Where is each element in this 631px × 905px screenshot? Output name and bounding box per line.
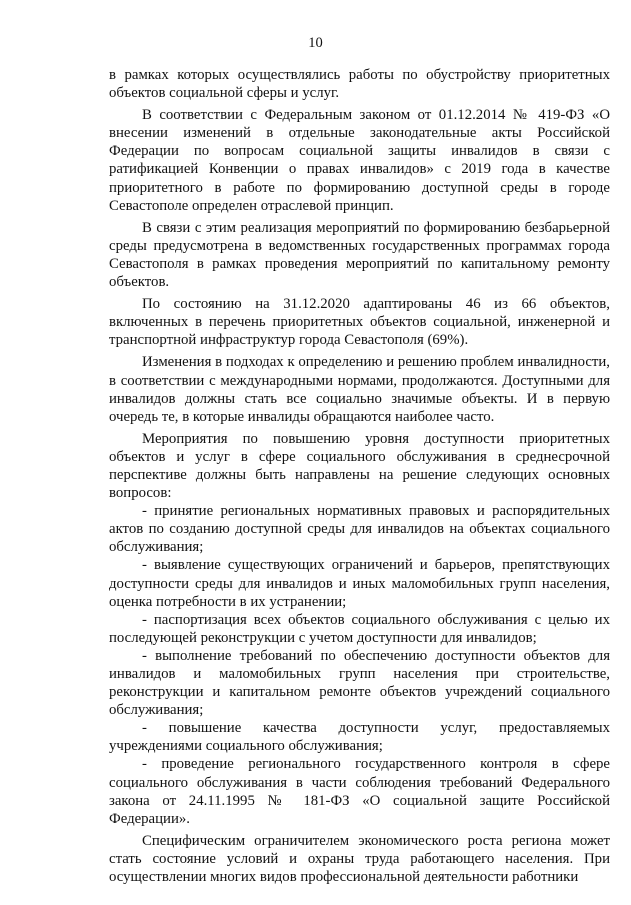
paragraph: По состоянию на 31.12.2020 адаптированы 46 из 66 объектов, включенных в перечень приоритетных объектов социальной, инженерной и транспортной инфраструктур города Севастополя (69%). (109, 296, 610, 349)
document-body (109, 66, 610, 886)
paragraph: в рамках которых осуществлялись работы по обустройству приоритетных объектов социальной сферы и услуг. (109, 67, 610, 102)
list-item: - выполнение требований по обеспечению доступности объектов для инвалидов и маломобильных групп населения при строительстве, реконструкции и капитальном ремонте объектов учреждений социального обслуживания; (109, 647, 610, 719)
paragraph: В соответствии с Федеральным законом от 01.12.2014 № 419-ФЗ «О внесении изменений в отдельные законодательные акты Российской Федерации по вопросам социальной защиты инвалидов в связи с ратификацией Конвенции о правах инвалидов» с 2019 года в качестве приоритетного в работе по формированию доступной среды в городе Севастополе определен отраслевой принцип. (109, 107, 610, 214)
paragraph: Специфическим ограничителем экономического роста региона может стать состояние условий и охраны труда работающего населения. При осуществлении многих видов профессиональной деятельности работники (109, 832, 610, 886)
list-item: - принятие региональных нормативных правовых и распорядительных актов по созданию доступной среды для инвалидов на объектах социального обслуживания; (109, 503, 610, 556)
list-item: - проведение регионального государственного контроля в сфере социального обслуживания в части соблюдения требований Федерального закона от 24.11.1995 № 181-ФЗ «О социальной защите Российской Федерации». (109, 756, 610, 827)
list-item: - повышение качества доступности услуг, предоставляемых учреждениями социального обслуживания; (109, 720, 610, 755)
list-item: - паспортизация всех объектов социального обслуживания с целью их последующей реконструкции с учетом доступности для инвалидов; (109, 611, 610, 646)
paragraph: В связи с этим реализация мероприятий по формированию безбарьерной среды предусмотрена в ведомственных государственных программах города Севастополя в рамках проведения мероприятий по капитальному ремонту объектов. (109, 219, 610, 291)
paragraph: Мероприятия по повышению уровня доступности приоритетных объектов и услуг в сфере социального обслуживания в среднесрочной перспективе должны быть направлены на решение следующих основных вопросов: (109, 430, 610, 502)
list-item: - выявление существующих ограничений и барьеров, препятствующих доступности среды для инвалидов и иных маломобильных групп населения, оценка потребности в их устранении; (109, 557, 610, 610)
page-number: 10 (308, 35, 323, 51)
paragraph: Изменения в подходах к определению и решению проблем инвалидности, в соответствии с международными нормами, продолжаются. Доступными для инвалидов должны стать все социально значимые объекты. И в первую очередь те, в которые инвалиды обращаются наиболее часто. (109, 354, 610, 425)
